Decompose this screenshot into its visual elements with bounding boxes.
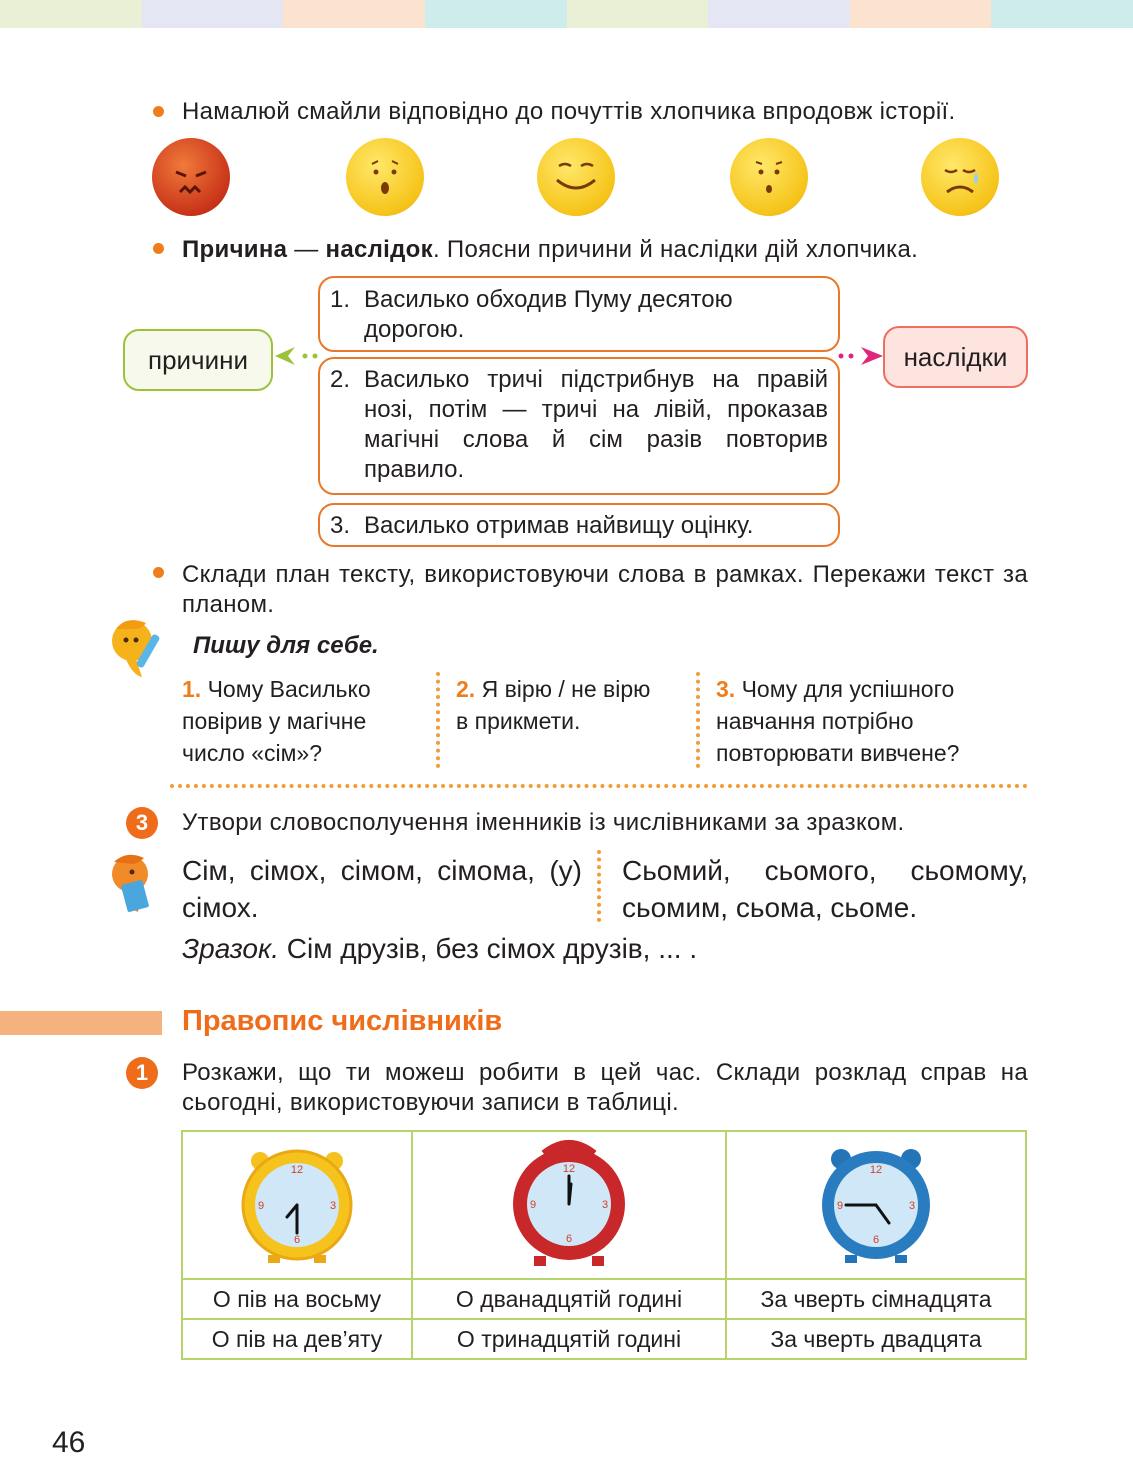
svg-text:9: 9 (257, 1200, 265, 1212)
plan-text: Чому для успішного навчання потрібно повторювати вивчене? (716, 676, 960, 766)
sample-text: Сім друзів, без сімох друзів, ... . (286, 933, 698, 964)
writing-character-icon (102, 615, 168, 686)
clock-cell (412, 1131, 726, 1279)
causes-label-box (123, 329, 273, 391)
item-text: Василько тричі підстрибнув на правій нозі, потім — тричі на лівій, проказав магічні слова й сім разів повторив правило. (364, 366, 828, 483)
plan-column (456, 673, 666, 737)
strip-segment (283, 0, 425, 28)
item-text: Василько отримав найвищу оцінку. (364, 512, 754, 539)
task-cause-text (182, 235, 1032, 265)
angry-face-icon (152, 138, 230, 216)
blue-clock-icon (811, 1137, 941, 1267)
clock-cell (726, 1131, 1026, 1279)
bullet (153, 106, 164, 117)
plan-column (182, 673, 414, 769)
plan-number: 1. (182, 676, 202, 702)
svg-text:12: 12 (562, 1163, 576, 1175)
cause-dash: — (294, 236, 319, 263)
table-cell: О тринадцятій годині (412, 1319, 726, 1359)
strip-segment (991, 0, 1133, 28)
right-arrow-icon (835, 345, 883, 372)
strip-segment (142, 0, 284, 28)
strip-segment (708, 0, 850, 28)
svg-text:6: 6 (565, 1233, 573, 1245)
svg-text:12: 12 (290, 1164, 304, 1176)
plan-number: 2. (456, 676, 476, 702)
table-cell: О пів на восьму (182, 1279, 412, 1319)
item-number: 2. (330, 366, 351, 393)
task-plan-text: Склади план тексту, використовуючи слова в рамках. Перекажи текст за планом. (182, 561, 1028, 618)
column-divider (696, 672, 700, 768)
svg-text:6: 6 (872, 1234, 880, 1246)
item-number: 1. (330, 286, 351, 313)
cause-rest: . Поясни причини й наслідки дій хлопчика. (432, 236, 919, 263)
plan-column (716, 673, 1028, 769)
plan-number: 3. (716, 676, 736, 702)
item-number: 3. (330, 512, 351, 539)
svg-text:9: 9 (529, 1199, 537, 1211)
column-divider (597, 850, 601, 922)
table-cell: За чверть сімнадцята (726, 1279, 1026, 1319)
exercise3-left-words: Сім, сімох, сімом, сімома, (у) сімох. (182, 855, 582, 923)
strip-segment (567, 0, 709, 28)
left-arrow-icon (275, 345, 323, 372)
table-cell: За чверть двадцята (726, 1319, 1026, 1359)
svg-text:3: 3 (329, 1200, 337, 1212)
section-title: Правопис числівників (182, 1005, 503, 1037)
reading-character-icon (102, 852, 162, 919)
cause-item-box (318, 503, 840, 547)
strip-segment (425, 0, 567, 28)
exercise1-text: Розкажи, що ти можеш робити в цей час. Склади розклад справ на сьогодні, використовуючи записи в таблиці. (182, 1059, 1028, 1116)
plan-text: Чому Василько повірив у магічне число «сім»? (182, 676, 371, 766)
item-text: Василько обходив Пуму десятою дорогою. (364, 286, 733, 343)
surprised-face-icon (346, 138, 424, 216)
effects-label: наслідки (903, 342, 1008, 372)
svg-text:12: 12 (869, 1164, 883, 1176)
task-smileys-text: Намалюй смайли відповідно до почуттів хлопчика впродовж історії. (182, 98, 956, 125)
column-divider (436, 672, 440, 768)
svg-text:9: 9 (836, 1200, 844, 1212)
sad-face-icon (921, 138, 999, 216)
svg-text:3: 3 (908, 1200, 916, 1212)
table-row (182, 1319, 1026, 1359)
bullet (153, 243, 164, 254)
strip-segment (850, 0, 992, 28)
happy-face-icon (537, 138, 615, 216)
sample-label: Зразок. (182, 933, 279, 964)
exercise-number-badge: 1 (126, 1057, 158, 1089)
plan-text: Я вірю / не вірю в прикмети. (456, 676, 651, 734)
worried-face-icon (730, 138, 808, 216)
write-for-self-title: Пишу для себе. (193, 632, 379, 659)
table-cell: О пів на дев’яту (182, 1319, 412, 1359)
effect-bold: наслідок (325, 236, 433, 263)
svg-text:6: 6 (293, 1234, 301, 1246)
cause-bold: Причина (182, 236, 288, 263)
svg-text:3: 3 (601, 1199, 609, 1211)
top-color-strip (0, 0, 1133, 28)
bullet (153, 567, 164, 578)
effects-label-box (883, 326, 1028, 388)
cause-item-box (318, 276, 840, 352)
exercise-number-badge: 3 (126, 807, 158, 839)
cause-item-box (318, 357, 840, 495)
page-number: 46 (52, 1426, 86, 1459)
table-cell: О дванадцятій годині (412, 1279, 726, 1319)
strip-segment (0, 0, 142, 28)
clock-row (182, 1131, 1026, 1279)
exercise3-sample (182, 930, 697, 967)
exercise3-text: Утвори словосполучення іменників із числівниками за зразком. (182, 809, 905, 836)
red-clock-icon (504, 1132, 634, 1272)
yellow-clock-icon (232, 1137, 362, 1267)
table-row (182, 1279, 1026, 1319)
section-divider (170, 784, 1028, 788)
schedule-table (181, 1130, 1027, 1360)
causes-label: причини (147, 345, 248, 375)
section-heading-bar (0, 1011, 162, 1035)
exercise3-right-words: Сьомий, сьомого, сьомому, сьомим, сьома, сьоме. (622, 855, 1028, 923)
clock-cell (182, 1131, 412, 1279)
